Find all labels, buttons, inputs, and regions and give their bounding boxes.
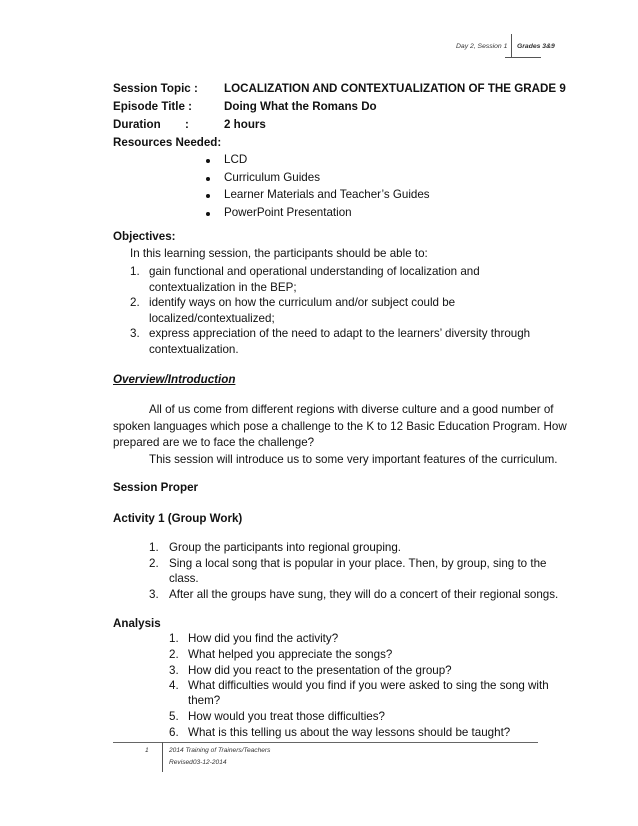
activity-num: 3. (149, 588, 159, 601)
resource-item: Curriculum Guides (224, 171, 320, 184)
footer-rule (113, 742, 538, 743)
analysis-num: 3. (169, 664, 179, 677)
overview-line: prepared are we to face the challenge? (113, 436, 315, 449)
duration-colon: : (185, 118, 189, 131)
activity-line: class. (169, 572, 199, 585)
objective-num: 2. (130, 296, 140, 309)
bullet (206, 177, 210, 181)
objective-line: contextualization in the BEP; (149, 281, 297, 294)
resource-item: PowerPoint Presentation (224, 206, 352, 219)
analysis-line: What helped you appreciate the songs? (188, 648, 393, 661)
episode-title-value: Doing What the Romans Do (224, 100, 377, 113)
activity-line: Sing a local song that is popular in your place. Then, by group, sing to the (169, 557, 547, 570)
objective-line: identify ways on how the curriculum and/or subject could be (149, 296, 456, 309)
analysis-num: 4. (169, 679, 179, 692)
bullet (206, 159, 210, 163)
analysis-line: How would you treat those difficulties? (188, 710, 385, 723)
objective-line: gain functional and operational understanding of localization and (149, 265, 480, 278)
analysis-num: 2. (169, 648, 179, 661)
activity-line: Group the participants into regional grouping. (169, 541, 402, 554)
analysis-line: them? (188, 694, 221, 707)
objective-num: 3. (130, 327, 140, 340)
resources-heading: Resources Needed: (113, 136, 222, 149)
analysis-line: What difficulties would you find if you were asked to sing the song with (188, 679, 549, 692)
duration-value: 2 hours (224, 118, 266, 131)
session-topic-label: Session Topic : (113, 82, 198, 95)
analysis-line: How did you find the activity? (188, 632, 339, 645)
header-session: Day 2, Session 1 (456, 43, 508, 50)
activity-heading: Activity 1 (Group Work) (113, 512, 243, 525)
objective-line: express appreciation of the need to adapt to the learners’ diversity through (149, 327, 531, 340)
overview-line: This session will introduce us to some very important features of the curriculum. (149, 453, 558, 466)
analysis-line: What is this telling us about the way lessons should be taught? (188, 726, 511, 739)
analysis-num: 1. (169, 632, 179, 645)
overview-heading: Overview/Introduction (113, 373, 236, 386)
resource-item: LCD (224, 153, 248, 166)
footer-line-1: 2014 Training of Trainers/Teachers (169, 747, 271, 754)
bullet (206, 194, 210, 198)
session-topic-value: LOCALIZATION AND CONTEXTUALIZATION OF THE GRADE 9 (224, 82, 566, 95)
footer-line-2: Revised03-12-2014 (169, 759, 227, 766)
objectives-heading: Objectives: (113, 230, 176, 243)
header-underline (505, 57, 541, 58)
episode-title-label: Episode Title : (113, 100, 193, 113)
objective-line: localized/contextualized; (149, 312, 275, 325)
resource-item: Learner Materials and Teacher’s Guides (224, 188, 430, 201)
objectives-intro: In this learning session, the participants should be able to: (130, 247, 428, 260)
overview-line: All of us come from different regions with diverse culture and a good number of (149, 403, 554, 416)
bullet (206, 212, 210, 216)
analysis-num: 6. (169, 726, 179, 739)
overview-line: spoken languages which pose a challenge to the K to 12 Basic Education Program. How (113, 420, 567, 433)
activity-num: 1. (149, 541, 159, 554)
footer-page-number: 1 (145, 747, 149, 754)
activity-line: After all the groups have sung, they will do a concert of their regional songs. (169, 588, 559, 601)
duration-label: Duration (113, 118, 161, 131)
activity-num: 2. (149, 557, 159, 570)
analysis-line: How did you react to the presentation of the group? (188, 664, 452, 677)
header-divider (511, 34, 512, 58)
objective-num: 1. (130, 265, 140, 278)
footer-divider (162, 742, 163, 772)
session-proper-heading: Session Proper (113, 481, 199, 494)
header-grades: Grades 3&9 (517, 43, 555, 50)
objective-line: contextualization. (149, 343, 239, 356)
analysis-num: 5. (169, 710, 179, 723)
analysis-heading: Analysis (113, 617, 161, 630)
